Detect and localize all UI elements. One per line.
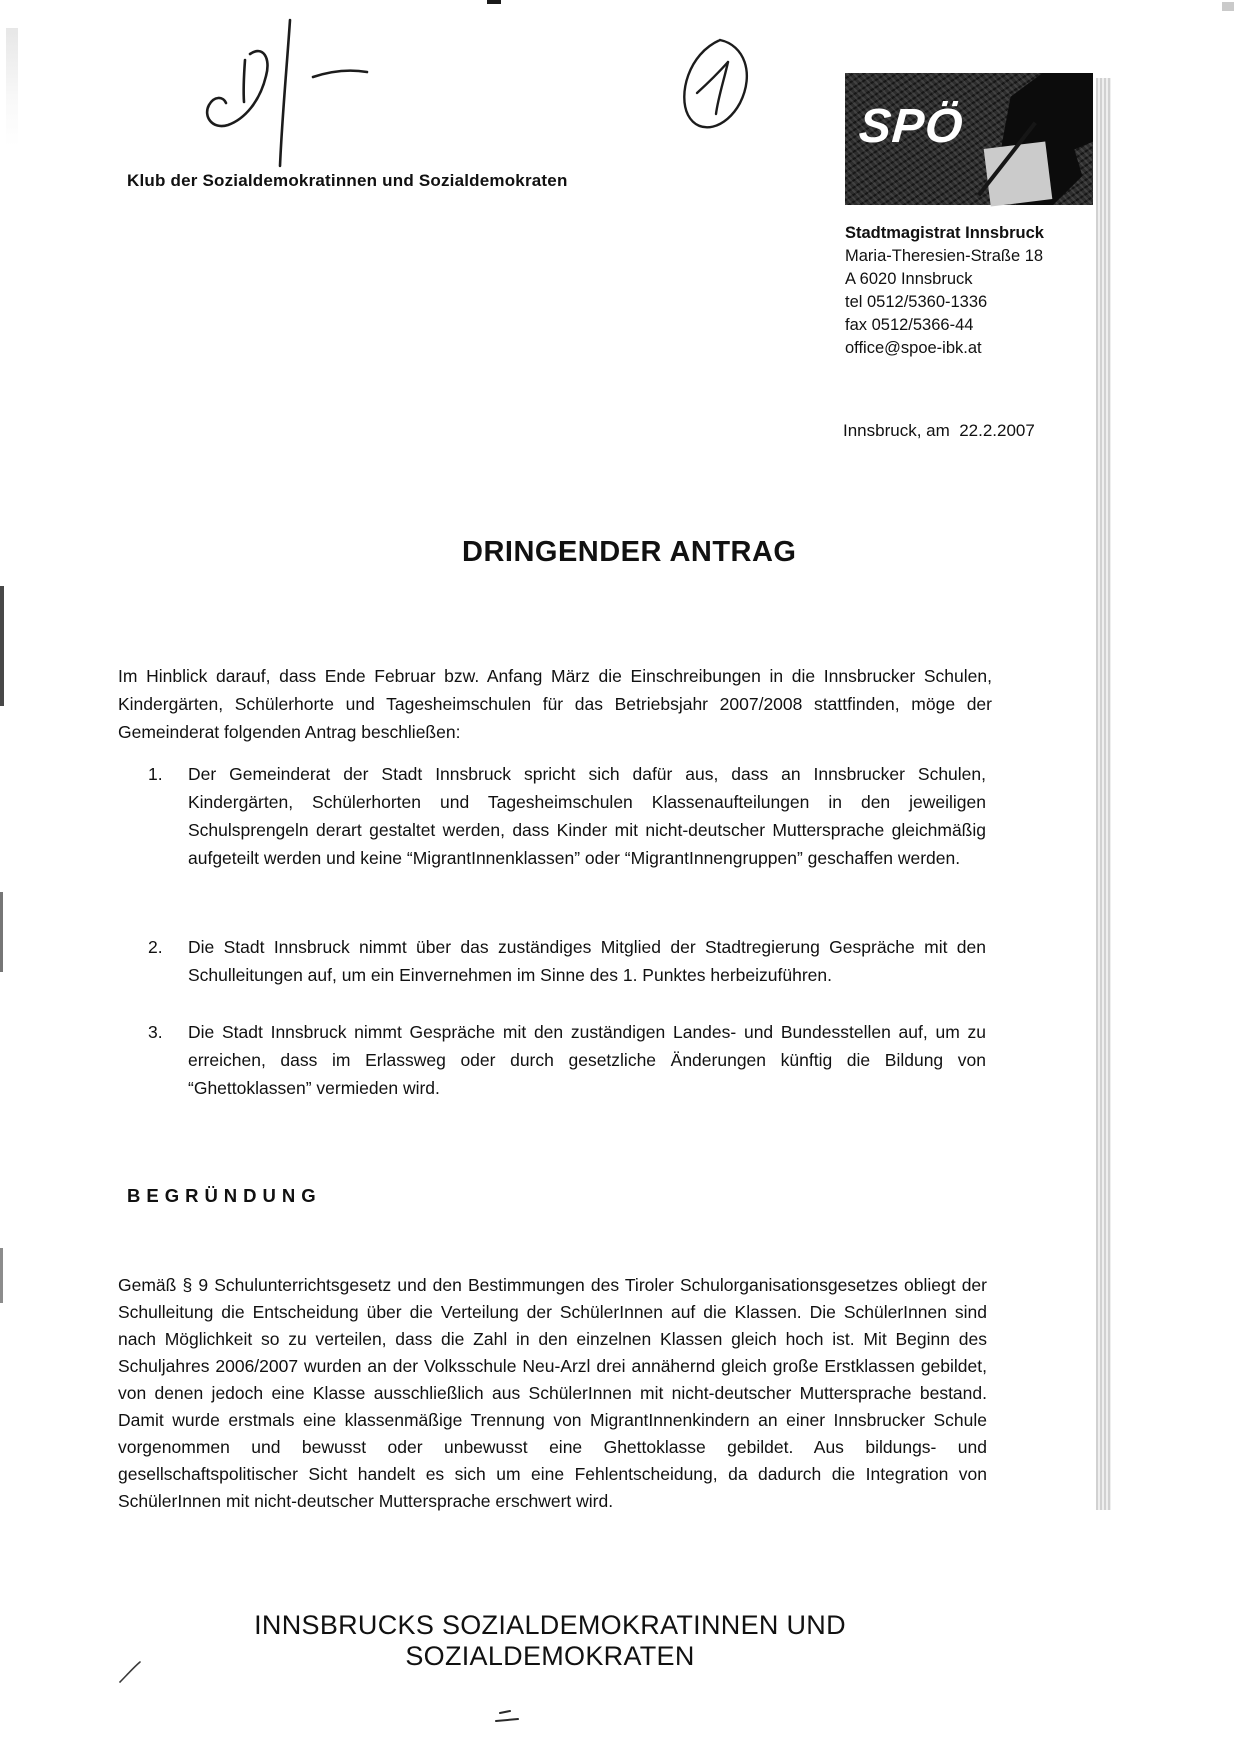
list-item bbox=[148, 933, 986, 989]
scan-artifact bbox=[1096, 78, 1111, 1510]
item-number: 1. bbox=[148, 764, 163, 784]
scan-artifact bbox=[6, 28, 18, 146]
page-bottom-mark-icon bbox=[494, 1708, 524, 1728]
section-heading: BEGRÜNDUNG bbox=[127, 1185, 322, 1206]
scan-artifact bbox=[0, 892, 3, 972]
handwritten-tick-icon bbox=[115, 1658, 145, 1688]
sender-address-block bbox=[845, 222, 1044, 360]
item-text: Die Stadt Innsbruck nimmt Gespräche mit den zuständigen Landes- und Bundesstellen auf, um zu erreichen, dass im Erlassweg oder durch gesetzliche Änderungen künftig die Bildung von “Ghettoklassen” vermieden wird. bbox=[188, 1022, 986, 1098]
spoe-logo bbox=[845, 73, 1093, 205]
item-number: 3. bbox=[148, 1022, 163, 1042]
spoe-logo-text: SPÖ bbox=[857, 100, 966, 153]
city-line: A 6020 Innsbruck bbox=[845, 270, 973, 288]
scan-artifact bbox=[1222, 2, 1234, 11]
scan-artifact bbox=[0, 1248, 3, 1303]
dateline: Innsbruck, am 22.2.2007 bbox=[843, 421, 1035, 440]
club-name: Klub der Sozialdemokratinnen und Sozialdemokraten bbox=[127, 171, 568, 190]
item-text: Die Stadt Innsbruck nimmt über das zuständiges Mitglied der Stadtregierung Gespräche mit den Schulleitungen auf, um ein Einvernehmen im Sinne des 1. Punktes herbeizuführen. bbox=[188, 937, 986, 985]
item-number: 2. bbox=[148, 937, 163, 957]
document-title: DRINGENDER ANTRAG bbox=[462, 536, 797, 568]
justification-paragraph: Gemäß § 9 Schulunterrichtsgesetz und den Bestimmungen des Tiroler Schulorganisationsgesetzes obliegt der Schulleitung die Entscheidung über die Verteilung der SchülerInnen auf die Klassen. Die SchülerInnen sind nach Möglichkeit so zu verteilen, dass die Zahl in den einzelnen Klassen gleich hoch ist. Mit Beginn des Schuljahres 2006/2007 wurden an der Volksschule Neu-Arzl drei annähernd gleich große Erstklassen gebildet, von denen jedoch eine Klasse ausschließlich aus SchülerInnen mit nicht-deutscher Muttersprache bestand. Damit wurde erstmals eine klassenmäßige Trennung von MigrantInnenkindern an einer Innsbrucker Schule vorgenommen und bewusst oder unbewusst eine Ghettoklasse gebildet. Aus bildungs- und gesellschaftspolitischer Sicht handelt es sich um eine Fehlentscheidung, da dadurch die Integration von SchülerInnen mit nicht-deutscher Muttersprache erschwert wird. bbox=[118, 1275, 987, 1511]
handwritten-page-number-icon bbox=[675, 35, 765, 135]
email-line: office@spoe-ibk.at bbox=[845, 339, 982, 357]
intro-paragraph: Im Hinblick darauf, dass Ende Februar bzw. Anfang März die Einschreibungen in die Innsbrucker Schulen, Kindergärten, Schülerhorte und Tagesheimschulen für das Betriebsjahr 2007/2008 stattfinden, möge der Gemeinderat folgenden Antrag beschließen: bbox=[118, 666, 992, 742]
item-text: Der Gemeinderat der Stadt Innsbruck spricht sich dafür aus, dass an Innsbrucker Schulen, Kindergärten, Schülerhorten und Tagesheimschulen Klassenaufteilungen in den jeweiligen Schulsprengeln derart gestaltet werden, dass Kinder mit nicht-deutscher Muttersprache gleichmäßig aufgeteilt werden und keine “MigrantInnenklassen” oder “MigrantInnengruppen” geschaffen werden. bbox=[188, 764, 986, 868]
list-item bbox=[148, 760, 986, 872]
handwritten-mark-icon bbox=[190, 10, 390, 175]
street-line: Maria-Theresien-Straße 18 bbox=[845, 247, 1044, 265]
fax-line: fax 0512/5366-44 bbox=[845, 316, 974, 334]
scan-artifact bbox=[487, 0, 501, 4]
tel-line: tel 0512/5360-1336 bbox=[845, 293, 988, 311]
footer-signature-line: INNSBRUCKS SOZIALDEMOKRATINNEN UND SOZIALDEMOKRATEN bbox=[254, 1610, 846, 1671]
list-item bbox=[148, 1018, 986, 1102]
org-name: Stadtmagistrat Innsbruck bbox=[845, 224, 1044, 242]
scan-artifact bbox=[0, 586, 4, 706]
